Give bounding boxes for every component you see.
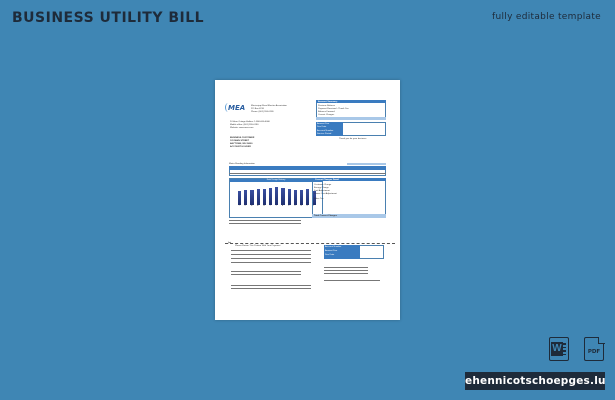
charges-row-6: Total Current Charges	[314, 214, 337, 217]
summary-row-1: Previous Balance	[318, 105, 336, 107]
chart-tick-label: A	[257, 206, 259, 208]
word-letter: W	[552, 343, 562, 354]
chart-tick-label: N	[300, 206, 302, 208]
chart-tick-label: J	[313, 206, 314, 208]
contact-line-3: Website: www.mea.com	[230, 127, 254, 129]
customer-line-4: ACCOUNT HOLDER	[230, 146, 251, 148]
amount-row-3: Account Number	[317, 129, 334, 132]
chart-tick-label: A	[282, 206, 284, 208]
meter-side-bar	[347, 163, 386, 165]
word-format-icon	[549, 337, 569, 361]
remit-row-2: Amount Due	[325, 250, 338, 252]
page-title: BUSINESS UTILITY BILL	[12, 10, 205, 26]
chart-bar	[250, 190, 253, 205]
usage-chart	[229, 178, 323, 218]
chart-tick-label: O	[294, 206, 296, 208]
summary-row-2: Payment Received - Thank You	[318, 108, 349, 110]
chart-tick-label: J	[275, 206, 277, 208]
meter-table-header	[229, 166, 386, 170]
charges-row-1: Customer Charge	[314, 184, 332, 186]
chart-tick-label: M	[263, 206, 265, 208]
chart-bar	[275, 187, 278, 205]
chart-bar	[288, 189, 291, 205]
chart-bar	[238, 191, 241, 205]
chart-bar	[257, 189, 260, 205]
company-logo: MEA	[228, 104, 246, 112]
chart-bar	[294, 190, 297, 205]
chart-bar	[281, 188, 284, 205]
chart-bar	[244, 190, 247, 205]
pdf-label: PDF	[587, 349, 601, 355]
amount-row-4: Service Period	[317, 133, 332, 135]
charges-row-5: Sales Tax	[314, 198, 324, 200]
page-subtitle: fully editable template	[492, 12, 601, 22]
customer-line-3: ANYTOWN, MS 39000	[230, 143, 253, 145]
bill-document	[215, 80, 400, 320]
customer-line-2: 123 MAIN STREET	[230, 140, 250, 142]
remit-title: Please Return This Portion With Your Payment	[235, 245, 281, 247]
chart-title: Kwh Usage History	[230, 179, 322, 182]
contact-line-2: Mobile office: (601) 555-0180	[230, 124, 259, 126]
remit-row-1: Account Number	[325, 246, 342, 248]
meter-reading-title: Meter Reading Information	[229, 163, 255, 165]
charges-row-2: Energy Charge	[314, 187, 329, 189]
company-line-1: Mississippi Rural Electric Association	[251, 105, 287, 107]
chart-tick-label: S	[288, 206, 290, 208]
chart-bar	[269, 188, 272, 205]
chart-tick-label: F	[244, 206, 246, 208]
summary-total-bar	[316, 117, 386, 120]
charges-row-4: Power Cost Adjustment	[314, 193, 337, 195]
chart-tick-label: J	[238, 206, 240, 208]
summary-row-3: Balance Forward	[318, 111, 335, 113]
charges-title: Current Charges Detail	[315, 178, 339, 181]
chart-tick-label: J	[269, 206, 271, 208]
amount-row-1: Amount Due	[317, 122, 330, 125]
chart-tick-label: D	[306, 206, 308, 208]
account-summary-title: Account Summary	[318, 100, 338, 103]
company-line-2: PO Box 4210	[251, 108, 265, 110]
chart-bar	[306, 189, 309, 205]
scissors-icon: ✂	[228, 240, 232, 245]
remit-row-3: Due Date	[325, 254, 335, 256]
pdf-format-icon	[584, 337, 604, 361]
customer-line-1: BUSINESS CUSTOMER	[230, 137, 255, 139]
contact-line-1: 24 Hour Outage Hotline: 1-800-000-0000	[230, 121, 270, 123]
amount-row-2: Due Date	[317, 126, 327, 128]
chart-bar	[263, 189, 266, 205]
charges-row-3: Fuel Adjustment	[314, 190, 330, 192]
chart-tick-label: M	[251, 206, 253, 208]
summary-row-4: Current Charges	[318, 114, 335, 116]
company-line-3: Phone: (601) 555-0180	[251, 111, 274, 113]
footer-note: Thank you for your business	[339, 138, 367, 140]
chart-bar	[300, 190, 303, 205]
site-badge: ehennicotschoepges.lu	[465, 372, 605, 390]
tear-off-line	[225, 243, 395, 244]
